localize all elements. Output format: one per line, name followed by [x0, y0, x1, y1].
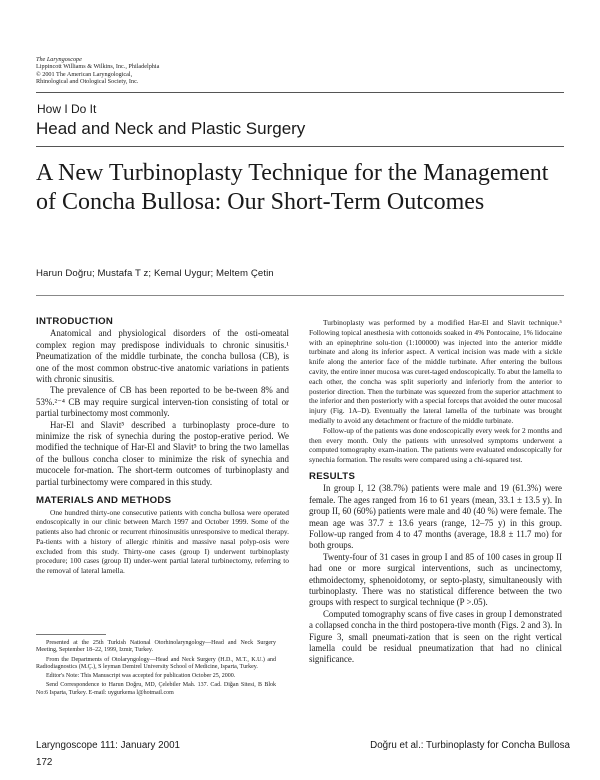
journal-line: Rhinological and Otological Society, Inc.: [36, 78, 139, 86]
methods-paragraph: One hundred thirty-one consecutive patients with concha bullosa were operated endoscopically in our clinic between March 1997 and October 1999. Some of the patients also had chronic or recurrent rhinosinusitis unresponsive to medical therapy. Pa-tients with a history of allergic rhinitis and massive nasal polyp-osis were excluded from this study. Thirty-one cases (group I) underwent turbinoplasty procedure; 100 cases (group II) under-went partial lateral turbinectomy, referring to the removal of lateral lamella.: [36, 507, 289, 576]
footer-page-number: 172: [36, 757, 53, 768]
intro-paragraph: The prevalence of CB has been reported to be be-tween 8% and 53%.²⁻⁴ CB may require surgical interven-tion consisting of total or partial turbinectomy most commonly.: [36, 385, 289, 419]
how-i-do-it-label: How I Do It: [37, 102, 97, 116]
author-list: Harun Doğru; Mustafa T z; Kemal Uygur; Meltem Çetin: [36, 268, 274, 279]
intro-paragraph: Anatomical and physiological disorders of the osti-omeatal complex region may predispose individuals to chronic sinusitis.¹ Pneumatization of the middle turbinate, the concha bullosa (CB), is one of the most common obstruc-tive anatomic variations in patients with chronic sinusitis.: [36, 328, 289, 385]
journal-line: © 2001 The American Laryngological,: [36, 70, 133, 78]
footer-journal-issue: Laryngoscope 111: January 2001: [36, 740, 180, 751]
right-column: [309, 318, 562, 666]
footnote: Send Correspondence to Harun Doğru, MD, Çelebiler Mah. 137. Cad. Diğan Sitesi, B Blok No:6 Isparta, Turkey. E-mail: uygurkema l@hotmail.com: [36, 682, 276, 696]
intro-heading: INTRODUCTION: [36, 316, 114, 327]
journal-line: The Laryngoscope: [36, 56, 82, 63]
methods-heading: MATERIALS AND METHODS: [36, 495, 172, 507]
header-divider: [36, 92, 564, 93]
footnote: From the Departments of Otolaryngology—Head and Neck Surgery (H.D., M.T., K.U.) and Radiodiagnostics (M.Ç.), S leyman Demirel University School of Medicine, Isparta, Turkey.: [36, 656, 276, 670]
results-paragraph: In group I, 12 (38.7%) patients were male and 19 (61.3%) were female. The ages ranged from 16 to 61 years (mean, 33.1 ± 13.5 y). In group II, 60 (60%) patients were male and 40 (40 %) were female. The mean age was 37.7 ± 13.6 years (range, 12–75 y) in this group. Follow-up ranged from 4 to 47 months (average, 18.8 ± 11.7 mo) for both groups.: [309, 483, 562, 551]
results-paragraph: Computed tomography scans of five cases in group I demonstrated a collapsed concha in the third postopera-tive month (Figs. 2 and 3). In Figure 3, small pneumati-zation that is seen on the right vertical lamella could be residual pneumatization that had no clinical significance.: [309, 608, 562, 665]
methods-paragraph: Follow-up of the patients was done endoscopically every week for 2 months and then every month. Only the patients with unresolved symptoms underwent a computed tomography exam-ination. The patients were evaluated endoscopically for synechia formation. The results were compared using a chi-squared test.: [309, 425, 562, 465]
section-title: Head and Neck and Plastic Surgery: [36, 119, 306, 138]
journal-line: Lippincott Williams & Wilkins, Inc., Philadelphia: [36, 63, 160, 71]
methods-paragraph: Turbinoplasty was performed by a modified Har-El and Slavit technique.⁵ Following topical anesthesia with cottonoids soaked in 4% Pontocaine, 1% lidocaine with an epinephrine solu-tion (1:100000) was injected into the anterior middle turbinate and along its inferior aspect. A vertical incision was made with a sickle knife along the anterior face of the middle turbinate. After entering the bullous cavity, the entire inner mucosa was curet-taged endoscopically. To abut the lamella to each other, the concha was split superiorly and inferiorly from the anterior to posterior direction. Then the turbinate was squeezed from the superior attachment to the inferior and then posteriorly with a special forceps that avoided the outer mucosal injury (Fig. 1A–D). Eventually the lateral lamella of the turbinate was brought medially to avoid any detachment or fracture of the middle turbinate.: [309, 318, 562, 425]
left-column: [36, 316, 289, 576]
section-divider: [36, 146, 564, 147]
results-paragraph: Twenty-four of 31 cases in group I and 85 of 100 cases in group II had one or more surgical interventions, such as uncinectomy, ethmoidectomy, sphenoidotomy, or septo-plasty, simultaneously with turbinoplasty. There was no statistical difference between the two groups with respect to surgical technique (P >.05).: [309, 551, 562, 608]
footnote: Presented at the 25th Turkish National Otorhinolaryngology—Head and Neck Surgery Meeting, September 18–22, 1999, Izmir, Turkey.: [36, 640, 276, 654]
results-heading: RESULTS: [309, 470, 356, 482]
article-title: A New Turbinoplasty Technique for the Management of Concha Bullosa: Our Short-Term Outcomes: [36, 160, 549, 215]
intro-paragraph: Har-El and Slavit⁵ described a turbinoplasty proce-dure to minimize the risk of synechia during the postop-erative period. We modified the technique of Har-El and Slavit⁵ to bring the two lamellas of the bullous concha closer to minimize the risk of synechia and mucocele for-mation. The short-term outcomes of turbinoplasty and partial turbinectomy were compared in this study.: [36, 419, 289, 487]
authors-divider: [36, 295, 564, 296]
footnote: Editor's Note: This Manuscript was accepted for publication October 25, 2000.: [46, 673, 236, 680]
journal-header: [36, 56, 336, 86]
footnotes: [36, 640, 276, 699]
footer-running-title: Doğru et al.: Turbinoplasty for Concha Bullosa: [370, 740, 570, 751]
footnote-divider: [36, 634, 106, 635]
